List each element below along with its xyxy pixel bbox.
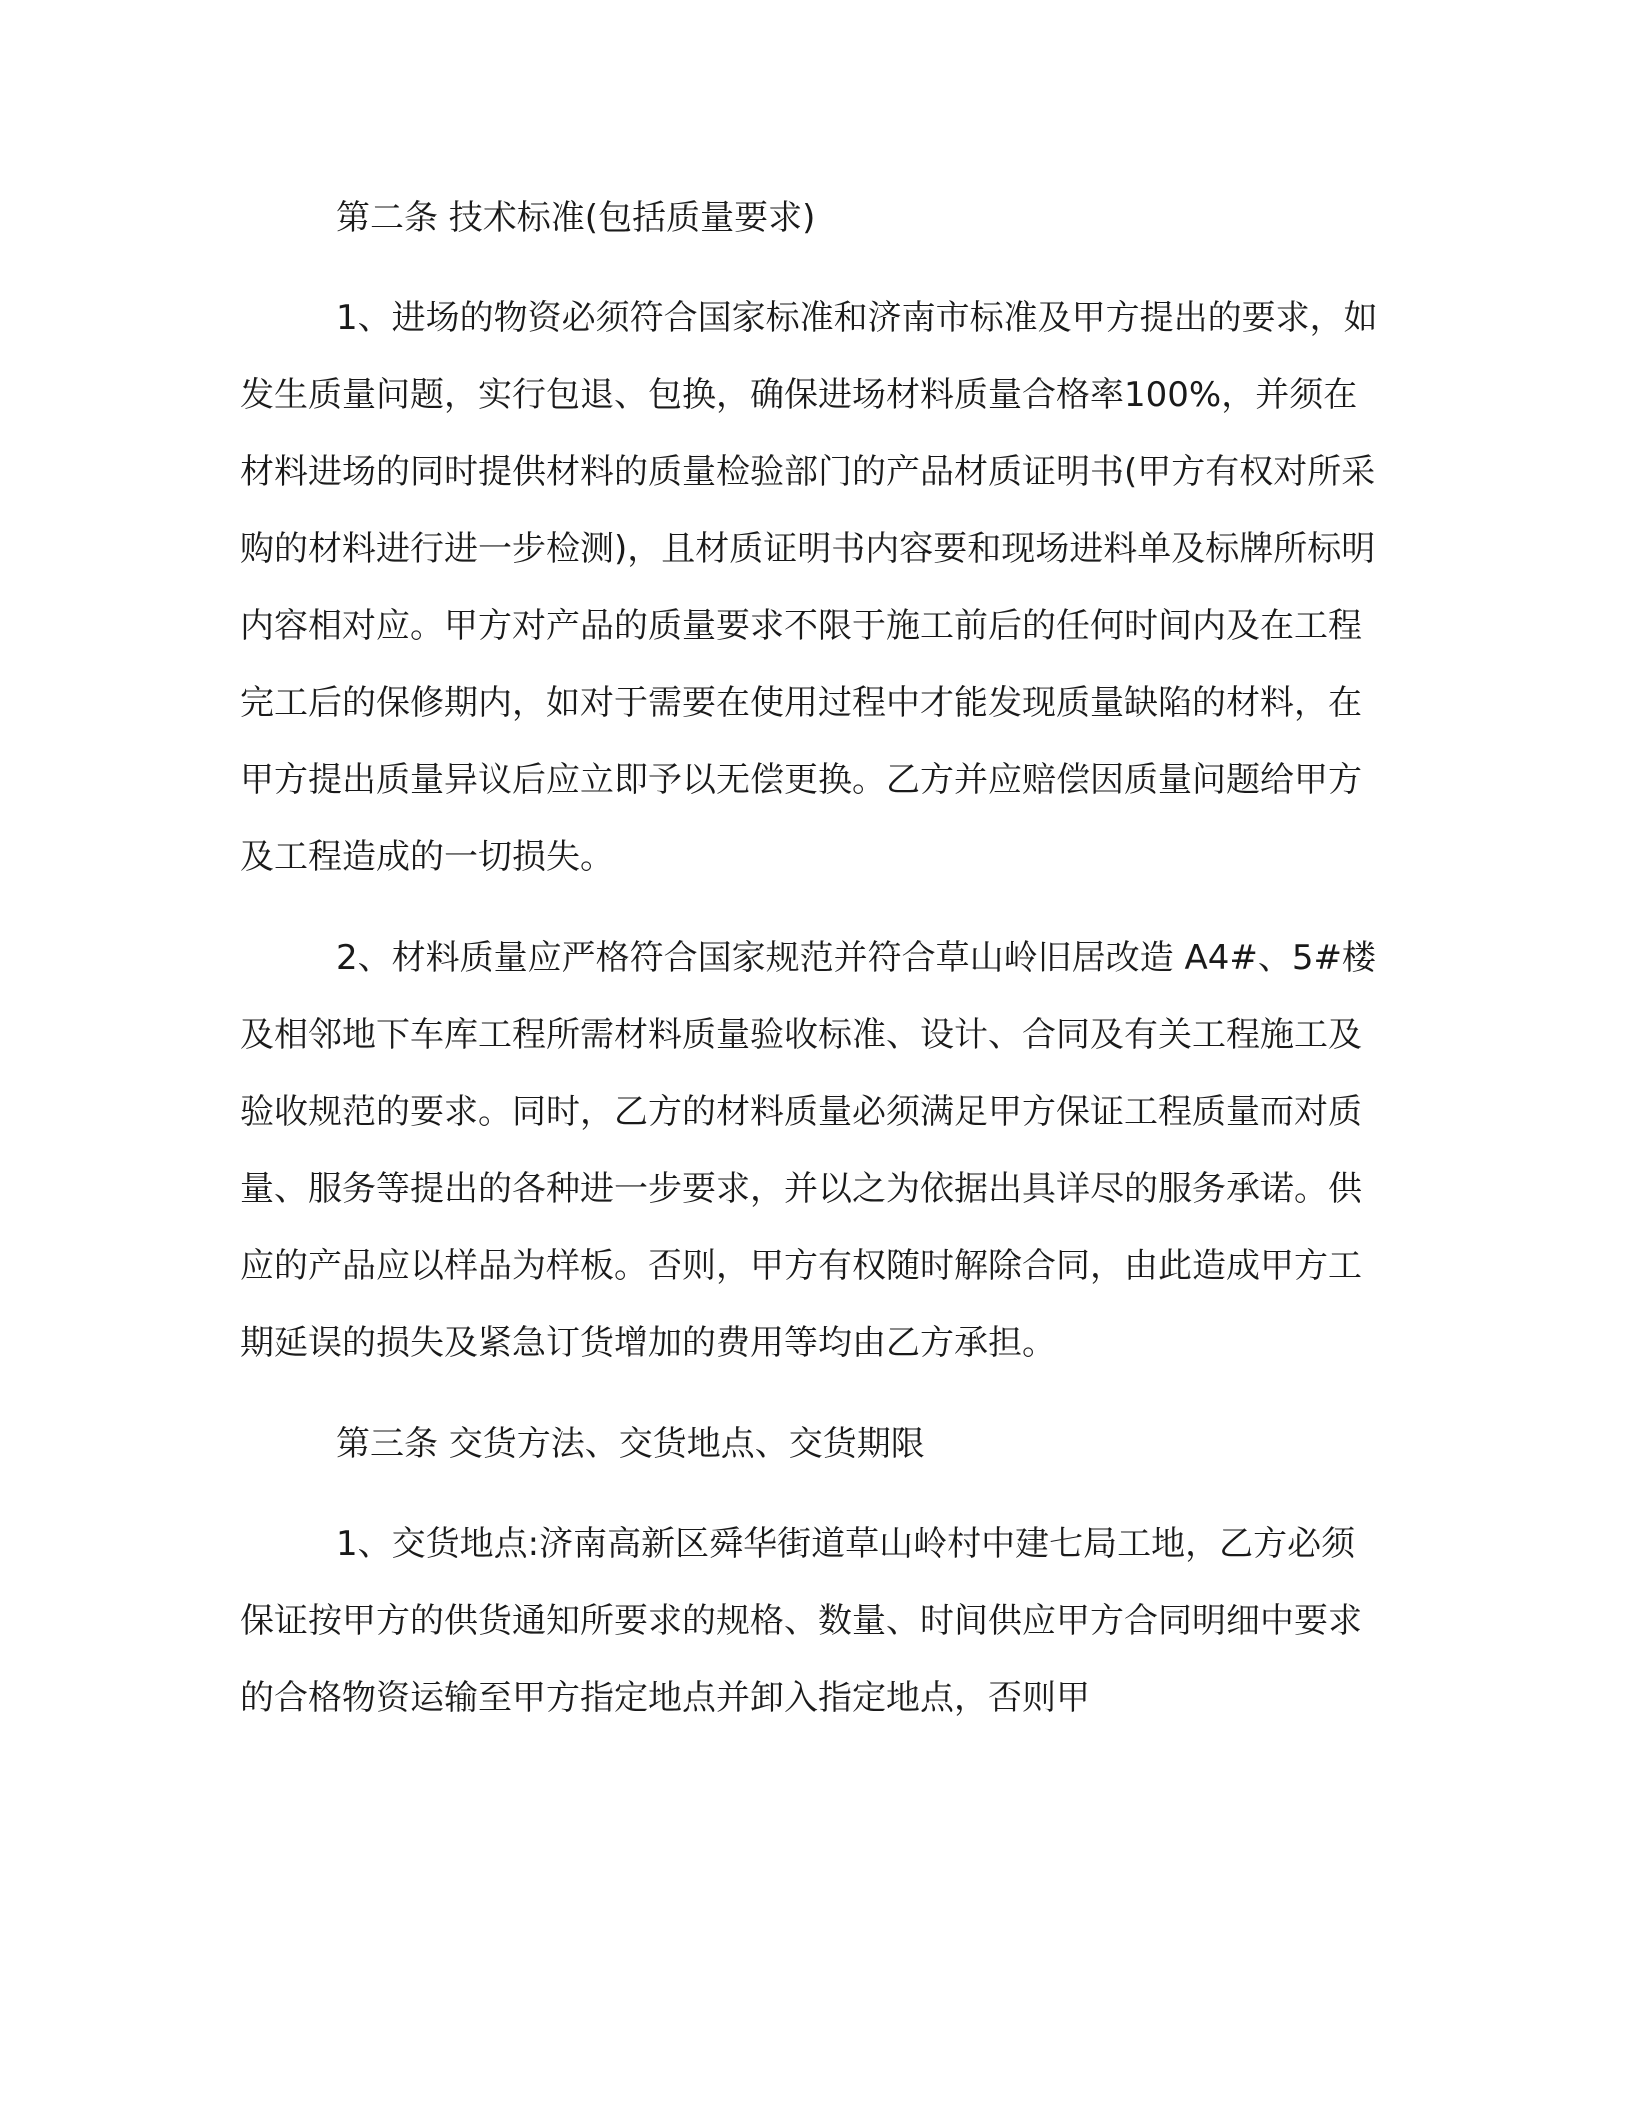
document-page bbox=[240, 180, 1385, 1761]
article-2-heading: 第二条 技术标准(包括质量要求) bbox=[336, 198, 816, 238]
article-3-paragraph-1: 1、交货地点:济南高新区舜华街道草山岭村中建七局工地，乙方必须保证按甲方的供货通知所要求的规格、数量、时间供应甲方合同明细中要求的合格物资运输至甲方指定地点并卸入指定地点，否则甲 bbox=[240, 1524, 1362, 1718]
article-3-heading: 第三条 交货方法、交货地点、交货期限 bbox=[336, 1424, 925, 1464]
article-2-paragraph-2: 2、材料质量应严格符合国家规范并符合草山岭旧居改造 A4#、5#楼及相邻地下车库工程所需材料质量验收标准、设计、合同及有关工程施工及验收规范的要求。同时，乙方的材料质量必须满足甲方保证工程质量而对质量、服务等提出的各种进一步要求，并以之为依据出具详尽的服务承诺。供应的产品应以样品为样板。否则，甲方有权随时解除合同，由此造成甲方工期延误的损失及紧急订货增加的费用等均由乙方承担。 bbox=[240, 938, 1376, 1363]
article-2-paragraph-1: 1、进场的物资必须符合国家标准和济南市标准及甲方提出的要求，如发生质量问题，实行包退、包换，确保进场材料质量合格率100%，并须在材料进场的同时提供材料的质量检验部门的产品材质证明书(甲方有权对所采购的材料进行进一步检测)，且材质证明书内容要和现场进料单及标牌所标明内容相对应。甲方对产品的质量要求不限于施工前后的任何时间内及在工程完工后的保修期内，如对于需要在使用过程中才能发现质量缺陷的材料，在甲方提出质量异议后应立即予以无偿更换。乙方并应赔偿因质量问题给甲方及工程造成的一切损失。 bbox=[240, 298, 1378, 877]
